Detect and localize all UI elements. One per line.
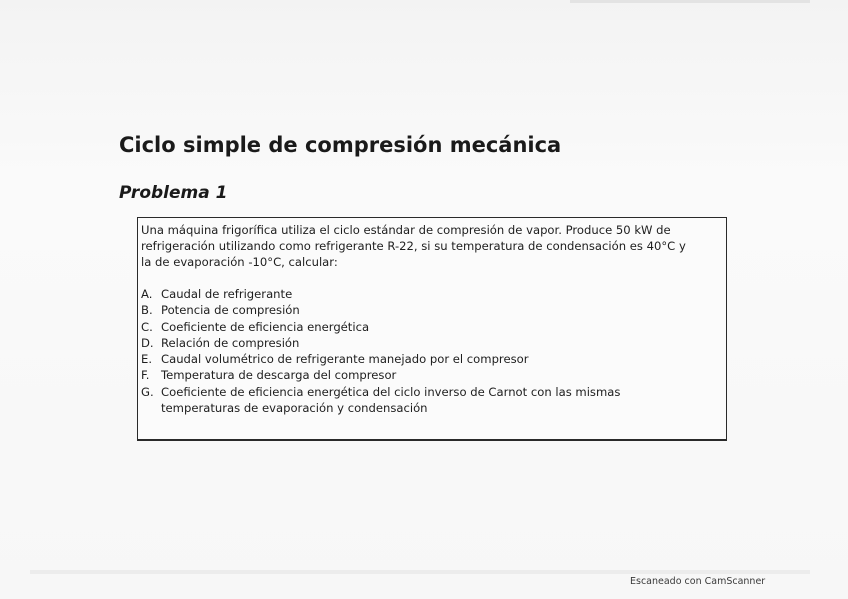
scan-edge-shadow bbox=[570, 0, 810, 3]
question-text: Relación de compresión bbox=[161, 335, 300, 350]
question-letter: D. bbox=[141, 335, 154, 350]
statement-line: Una máquina frigorífica utiliza el ciclo estándar de compresión de vapor. Produce 50 kW de bbox=[141, 223, 671, 237]
problem-heading: Problema 1 bbox=[119, 183, 228, 203]
question-letter: G. bbox=[141, 384, 154, 399]
scanner-watermark: Escaneado con CamScanner bbox=[630, 576, 766, 587]
question-letter: B. bbox=[141, 303, 153, 318]
question-text: Caudal de refrigerante bbox=[161, 287, 293, 301]
statement-line: refrigeración utilizando como refrigerante R-22, si su temperatura de condensación es 40°C y bbox=[141, 239, 686, 253]
question-text: Potencia de compresión bbox=[161, 303, 300, 318]
question-item-d bbox=[141, 335, 723, 351]
page-title: Ciclo simple de compresión mecánica bbox=[119, 133, 562, 157]
question-item-b bbox=[141, 302, 723, 318]
question-item-c bbox=[141, 319, 723, 335]
question-text: Caudal volumétrico de refrigerante manejado por el compresor bbox=[161, 352, 529, 367]
question-letter: C. bbox=[141, 319, 153, 334]
question-letter: E. bbox=[141, 352, 153, 367]
scan-edge-shadow bbox=[30, 570, 810, 574]
question-text: Coeficiente de eficiencia energética bbox=[161, 319, 370, 334]
question-text: Temperatura de descarga del compresor bbox=[161, 368, 397, 383]
question-item-g bbox=[141, 384, 723, 417]
question-letter: F. bbox=[141, 368, 150, 383]
question-item-a bbox=[141, 286, 723, 302]
statement-line: la de evaporación -10°C, calcular: bbox=[141, 255, 338, 269]
question-text: Coeficiente de eficiencia energética del ciclo inverso de Carnot con las mismas temperaturas de evaporación y condensación bbox=[161, 384, 621, 416]
question-item-e bbox=[141, 351, 723, 367]
question-letter: A. bbox=[141, 287, 153, 301]
problem-statement-box bbox=[137, 217, 727, 441]
question-item-f bbox=[141, 367, 723, 383]
question-list bbox=[141, 286, 723, 416]
